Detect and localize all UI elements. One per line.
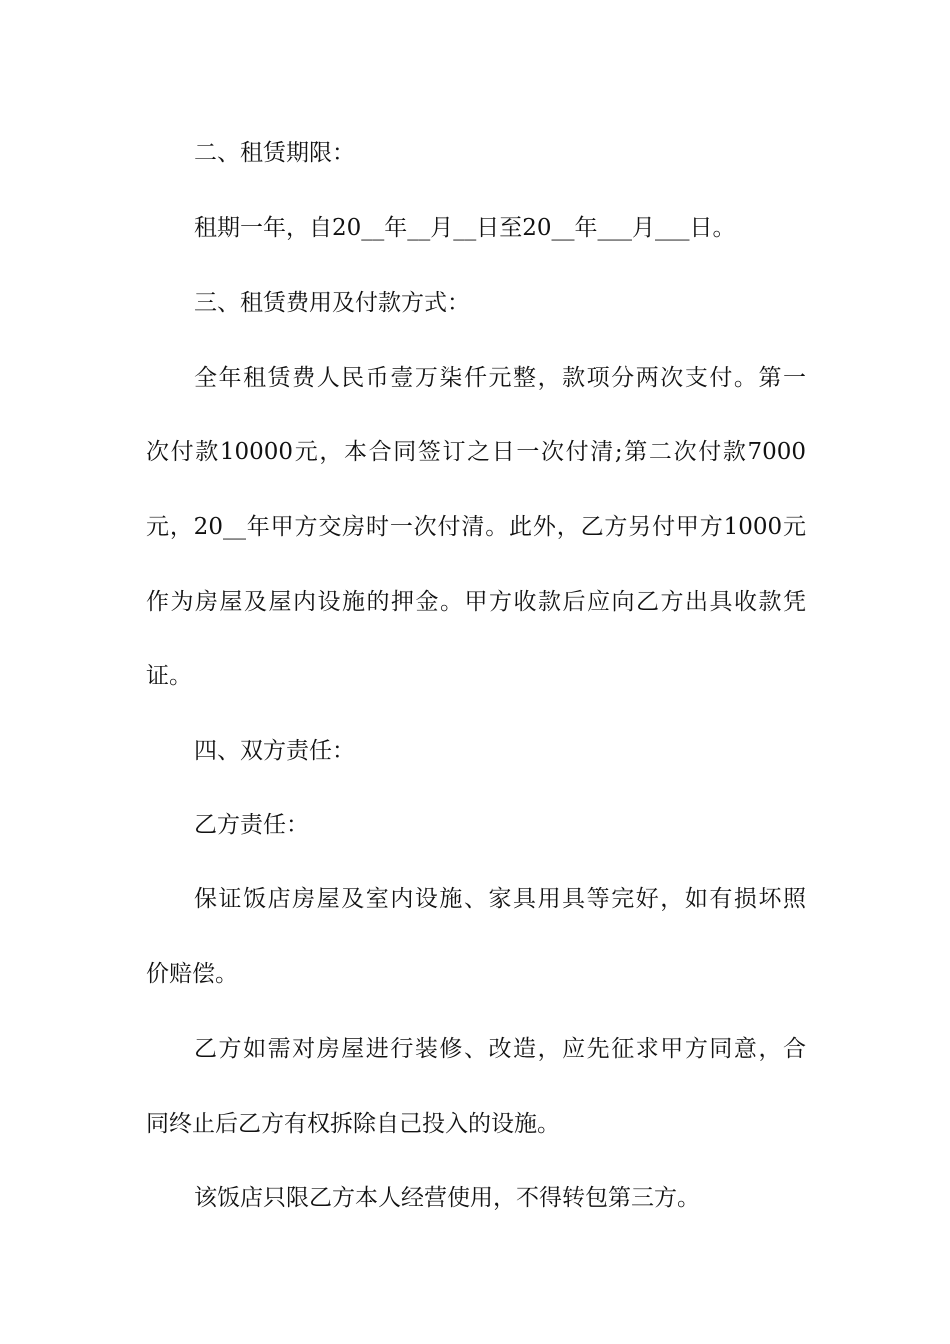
paragraph-renovation-line-1: 乙方如需对房屋进行装修、改造，应先征求甲方同意，合 — [194, 1036, 806, 1062]
paragraph-no-subcontract: 该饭店只限乙方本人经营使用，不得转包第三方。 — [194, 1185, 700, 1211]
section-heading-lease-term: 二、租赁期限： — [194, 140, 355, 166]
section-heading-responsibilities: 四、双方责任： — [194, 738, 355, 764]
paragraph-maintenance-line-1: 保证饭店房屋及室内设施、家具用具等完好，如有损坏照 — [194, 886, 806, 912]
paragraph-lease-period: 租期一年，自20__年__月__日至20__年___月___日。 — [194, 215, 736, 241]
section-heading-fees-payment: 三、租赁费用及付款方式： — [194, 290, 470, 316]
paragraph-maintenance-line-2: 价赔偿。 — [146, 961, 238, 987]
paragraph-fees-line-5: 证。 — [146, 663, 192, 689]
paragraph-fees-line-2: 次付款10000元，本合同签订之日一次付清;第二次付款7000 — [146, 439, 806, 465]
paragraph-fees-line-1: 全年租赁费人民币壹万柒仟元整，款项分两次支付。第一 — [194, 365, 806, 391]
paragraph-fees-line-4: 作为房屋及屋内设施的押金。甲方收款后应向乙方出具收款凭 — [146, 589, 806, 615]
paragraph-renovation-line-2: 同终止后乙方有权拆除自己投入的设施。 — [146, 1111, 560, 1137]
subheading-party-b-responsibility: 乙方责任： — [194, 812, 309, 838]
paragraph-fees-line-3: 元，20__年甲方交房时一次付清。此外，乙方另付甲方1000元 — [146, 514, 806, 540]
